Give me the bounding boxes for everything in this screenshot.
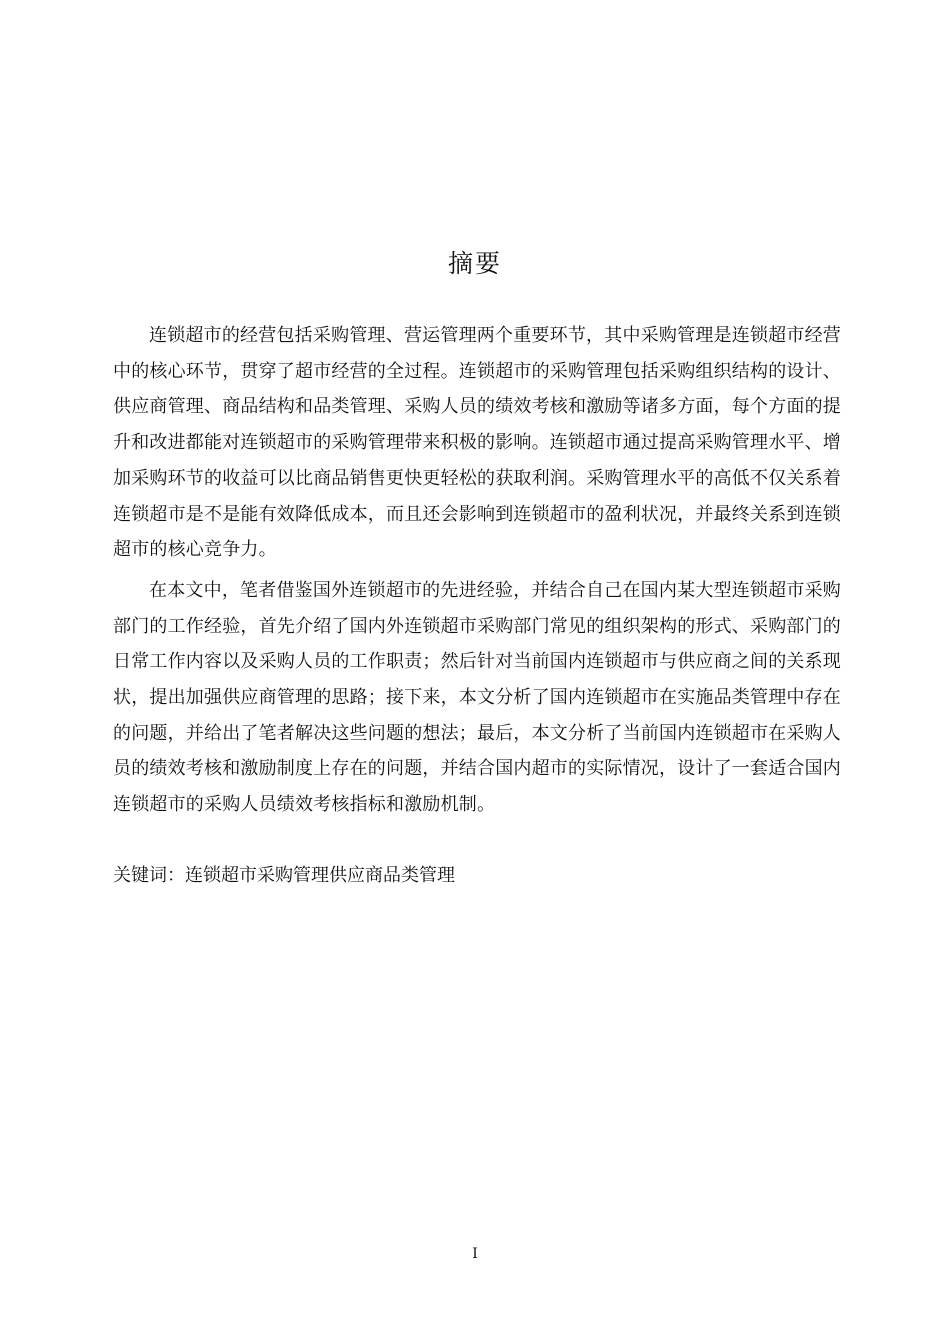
abstract-paragraph-2: 在本文中，笔者借鉴国外连锁超市的先进经验，并结合自己在国内某大型连锁超市采购部门的工作经验，首先介绍了国内外连锁超市采购部门常见的组织架构的形式、采购部门的日常工作内容以及采购人员的工作职责；然后针对当前国内连锁超市与供应商之间的关系现状，提出加强供应商管理的思路；接下来，本文分析了国内连锁超市在实施品类管理中存在的问题，并给出了笔者解决这些问题的想法；最后，本文分析了当前国内连锁超市在采购人员的绩效考核和激励制度上存在的问题，并结合国内超市的实际情况，设计了一套适合国内连锁超市的采购人员绩效考核指标和激励机制。 [113,579,841,816]
abstract-body [113,318,841,823]
page-number: I [472,1246,478,1262]
keywords-line: 关键词：连锁超市采购管理供应商品类管理 [113,865,455,886]
abstract-paragraph-1: 连锁超市的经营包括采购管理、营运管理两个重要环节，其中采购管理是连锁超市经营中的核心环节，贯穿了超市经营的全过程。连锁超市的采购管理包括采购组织结构的设计、供应商管理、商品结构和品类管理、采购人员的绩效考核和激励等诸多方面，每个方面的提升和改进都能对连锁超市的采购管理带来积极的影响。连锁超市通过提高采购管理水平、增加采购环节的收益可以比商品销售更快更轻松的获取利润。采购管理水平的高低不仅关系着连锁超市是不是能有效降低成本，而且还会影响到连锁超市的盈利状况，并最终关系到连锁超市的核心竞争力。 [113,325,841,561]
abstract-title: 摘要 [447,249,502,278]
